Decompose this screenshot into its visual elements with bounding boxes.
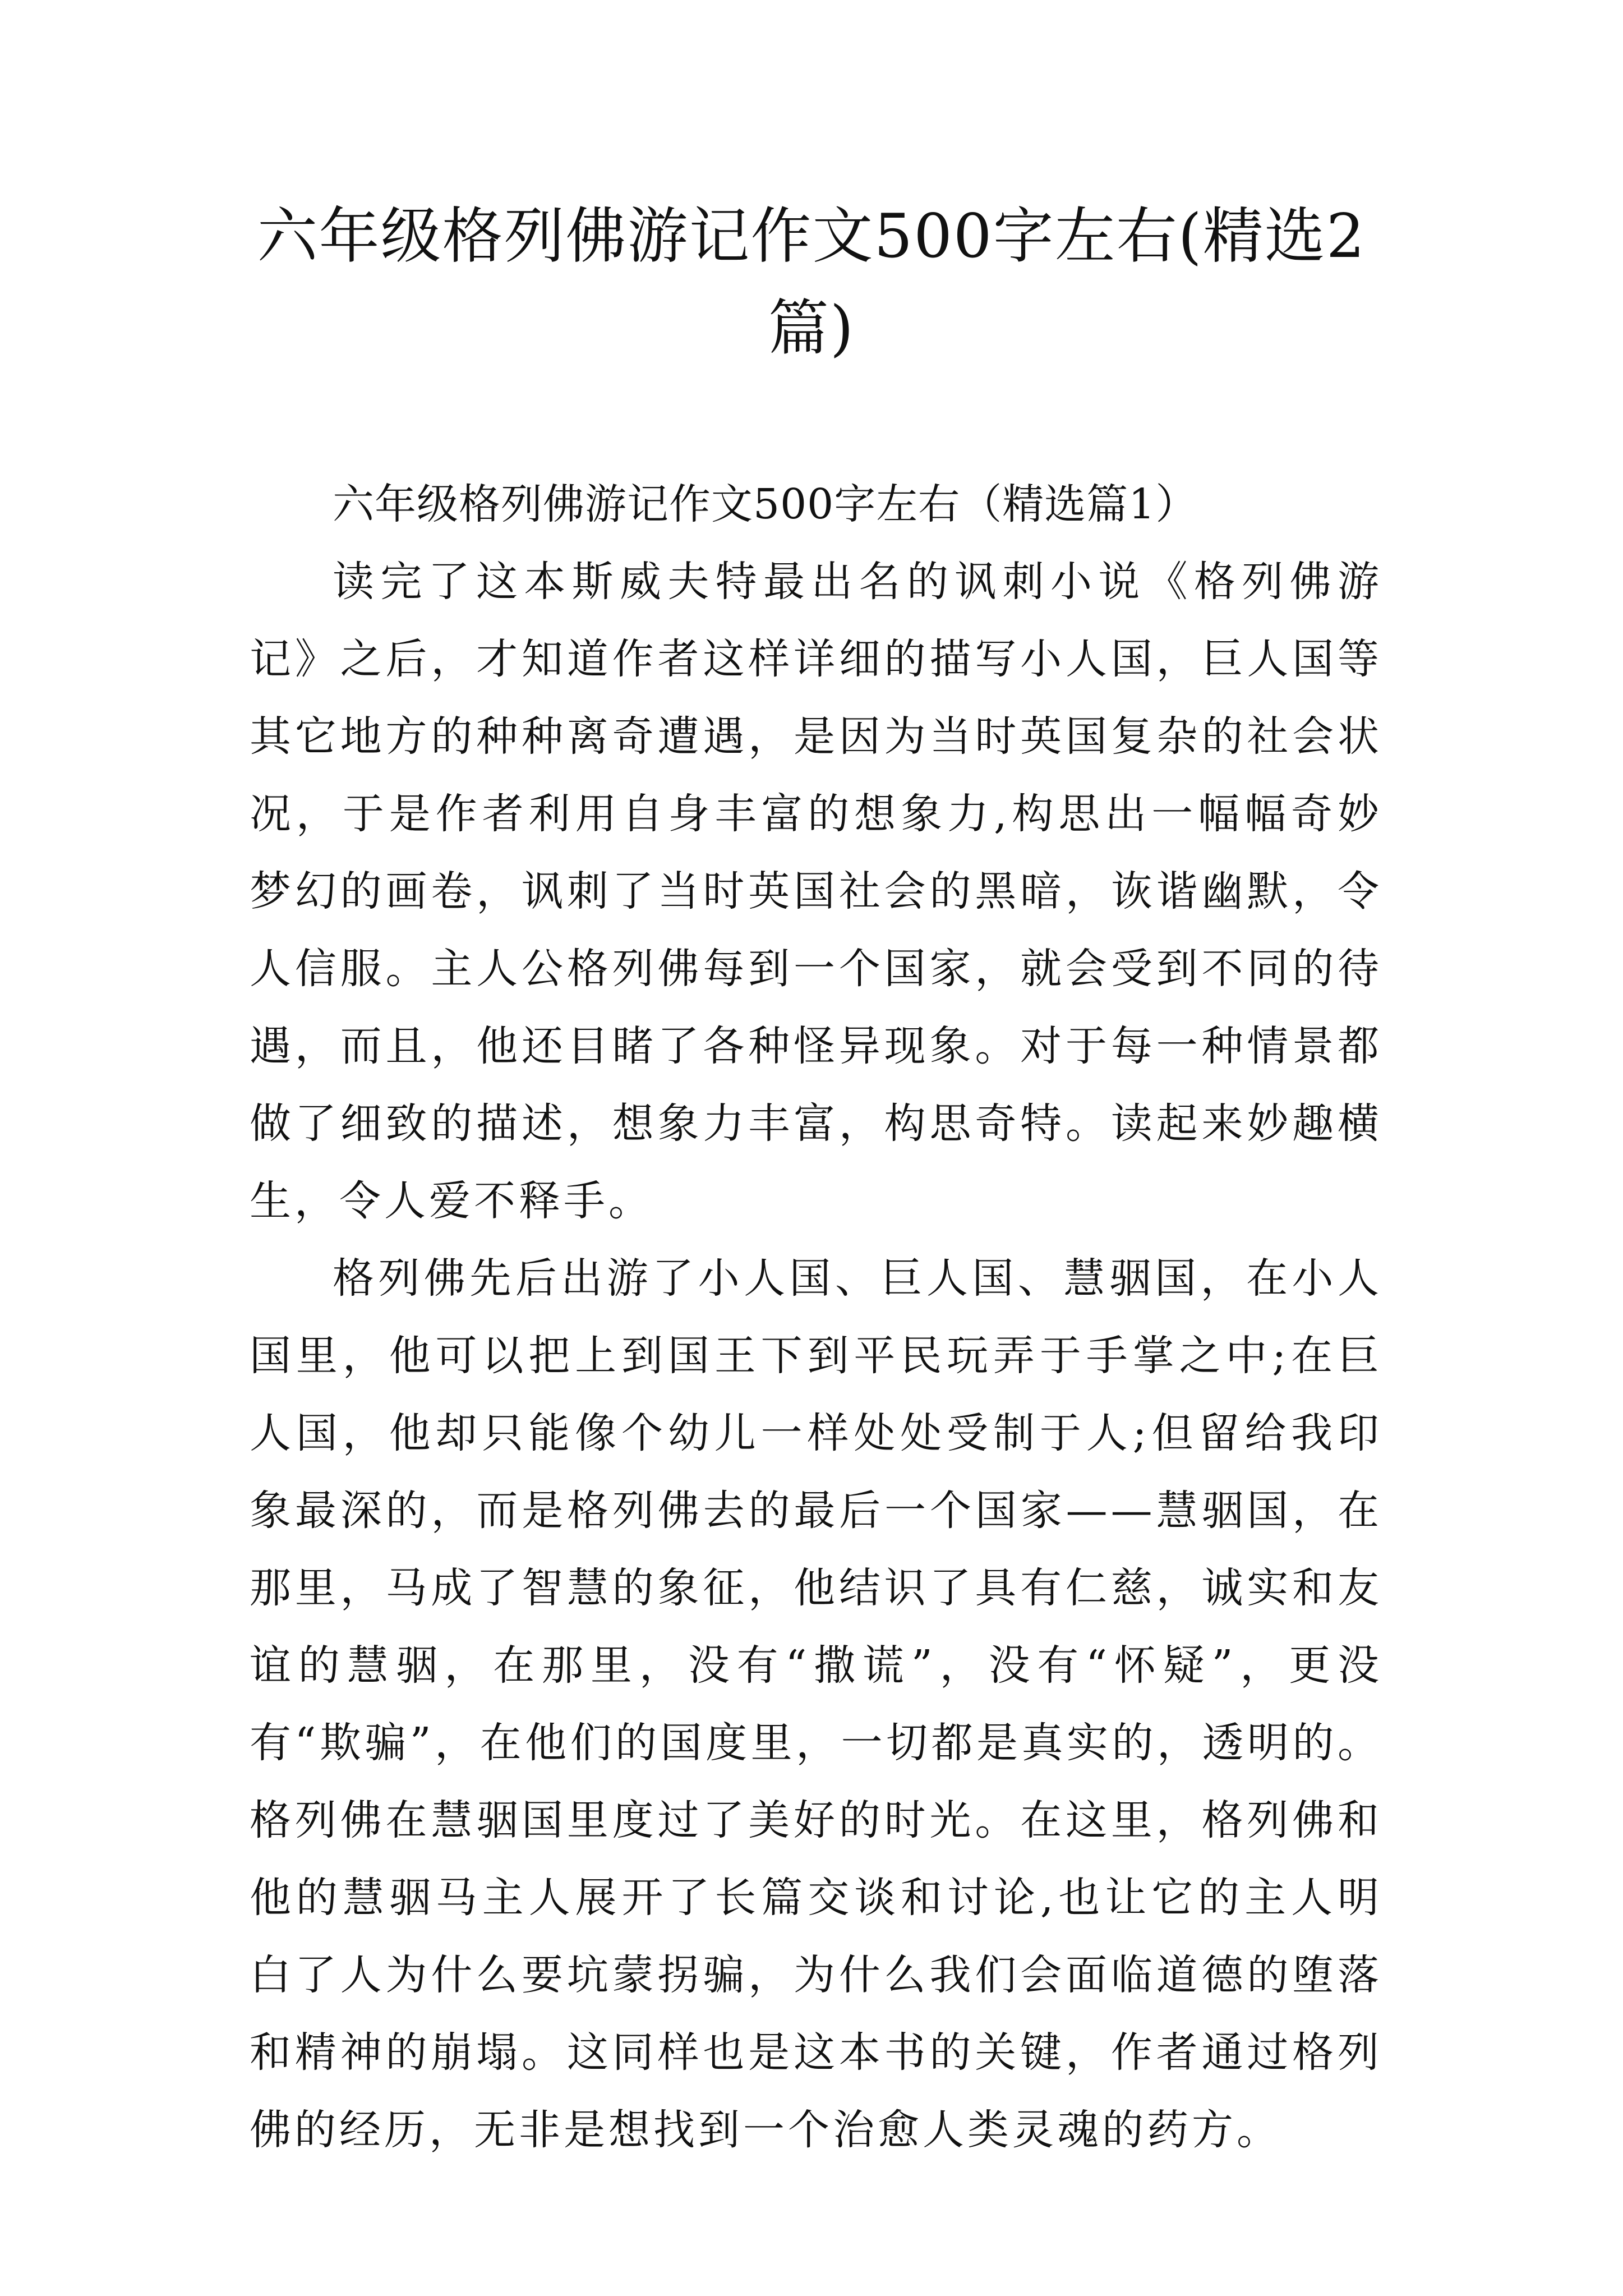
document-body [250,466,1382,2169]
paragraph-2: 格列佛先后出游了小人国、巨人国、慧骃国，在小人国里，他可以把上到国王下到平民玩弄于手掌之中;在巨人国，他却只能像个幼儿一样处处受制于人;但留给我印象最深的，而是格列佛去的最后一个国家——慧骃国，在那里，马成了智慧的象征，他结识了具有仁慈，诚实和友谊的慧骃，在那里，没有“撒谎”，没有“怀疑”，更没有“欺骗”，在他们的国度里，一切都是真实的，透明的。格列佛在慧骃国里度过了美好的时光。在这里，格列佛和他的慧骃马主人展开了长篇交谈和讨论,也让它的主人明白了人为什么要坑蒙拐骗，为什么我们会面临道德的堕落和精神的崩塌。这同样也是这本书的关键，作者通过格列佛的经历，无非是想找到一个治愈人类灵魂的药方。 [250,1254,1382,2154]
document-title: 六年级格列佛游记作文500字左右(精选2篇) [257,201,1366,364]
section-heading: 六年级格列佛游记作文500字左右（精选篇1） [333,480,1198,528]
paragraph-1: 读完了这本斯威夫特最出名的讽刺小说《格列佛游记》之后，才知道作者这样详细的描写小人国，巨人国等其它地方的种种离奇遭遇，是因为当时英国复杂的社会状况，于是作者利用自身丰富的想象力,构思出一幅幅奇妙梦幻的画卷，讽刺了当时英国社会的黑暗，诙谐幽默，令人信服。主人公格列佛每到一个国家，就会受到不同的待遇，而且，他还目睹了各种怪异现象。对于每一种情景都做了细致的描述，想象力丰富，构思奇特。读起来妙趣横生，令人爱不释手。 [250,558,1382,1225]
